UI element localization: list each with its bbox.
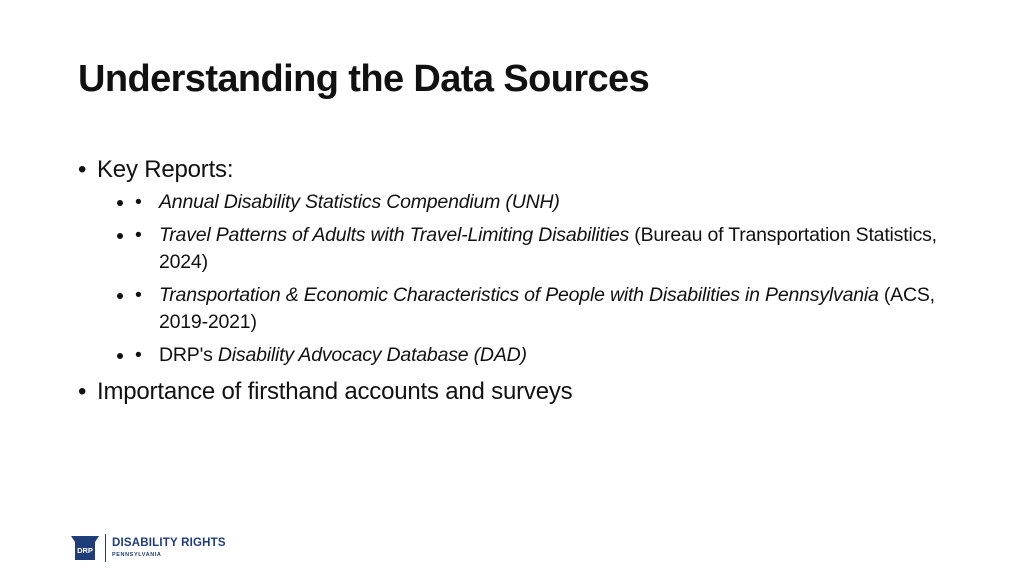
logo-wordmark	[112, 538, 226, 558]
report-title: Disability Advocacy Database (DAD)	[217, 344, 527, 366]
logo-state: PENNSYLVANIA	[112, 551, 162, 558]
sub-bullet-transportation-economic	[135, 282, 958, 336]
slide-title: Understanding the Data Sources	[78, 58, 650, 100]
bullet-dot: • •	[135, 191, 142, 213]
sub-bullet-dad	[135, 342, 958, 369]
report-title: Transportation & Economic Characteristics of People with Disabilities in Pennsylvania	[159, 284, 879, 306]
logo-badge-text: DRP	[77, 546, 93, 555]
bullet-dot: •	[78, 156, 87, 183]
bullet-key-reports	[78, 155, 958, 369]
bullet-firsthand-accounts	[78, 377, 958, 407]
keystone-badge-icon	[70, 535, 100, 561]
report-source: (Bureau of Transportation Statistics, 2024)	[159, 224, 937, 273]
report-title: Travel Patterns of Adults with Travel-Limiting Disabilities	[159, 224, 630, 246]
logo-name: DISABILITY RIGHTS	[112, 537, 226, 549]
bullet-list	[78, 155, 958, 407]
bullet-dot: • •	[135, 284, 142, 306]
sub-bullet-compendium	[135, 189, 958, 216]
sub-bullet-list	[135, 189, 958, 369]
bullet-dot: •	[78, 378, 87, 405]
bullet-dot: • •	[135, 344, 142, 366]
bullet-dot: • •	[135, 224, 142, 246]
bullet-text: Key Reports:	[97, 156, 234, 183]
report-source: (ACS, 2019-2021)	[159, 284, 935, 333]
report-prefix: DRP's	[159, 344, 218, 366]
drp-logo	[70, 534, 226, 562]
bullet-text: Importance of firsthand accounts and surveys	[97, 378, 573, 405]
report-title: Annual Disability Statistics Compendium (UNH)	[159, 191, 560, 213]
sub-bullet-travel-patterns	[135, 222, 958, 276]
logo-divider	[105, 534, 106, 562]
